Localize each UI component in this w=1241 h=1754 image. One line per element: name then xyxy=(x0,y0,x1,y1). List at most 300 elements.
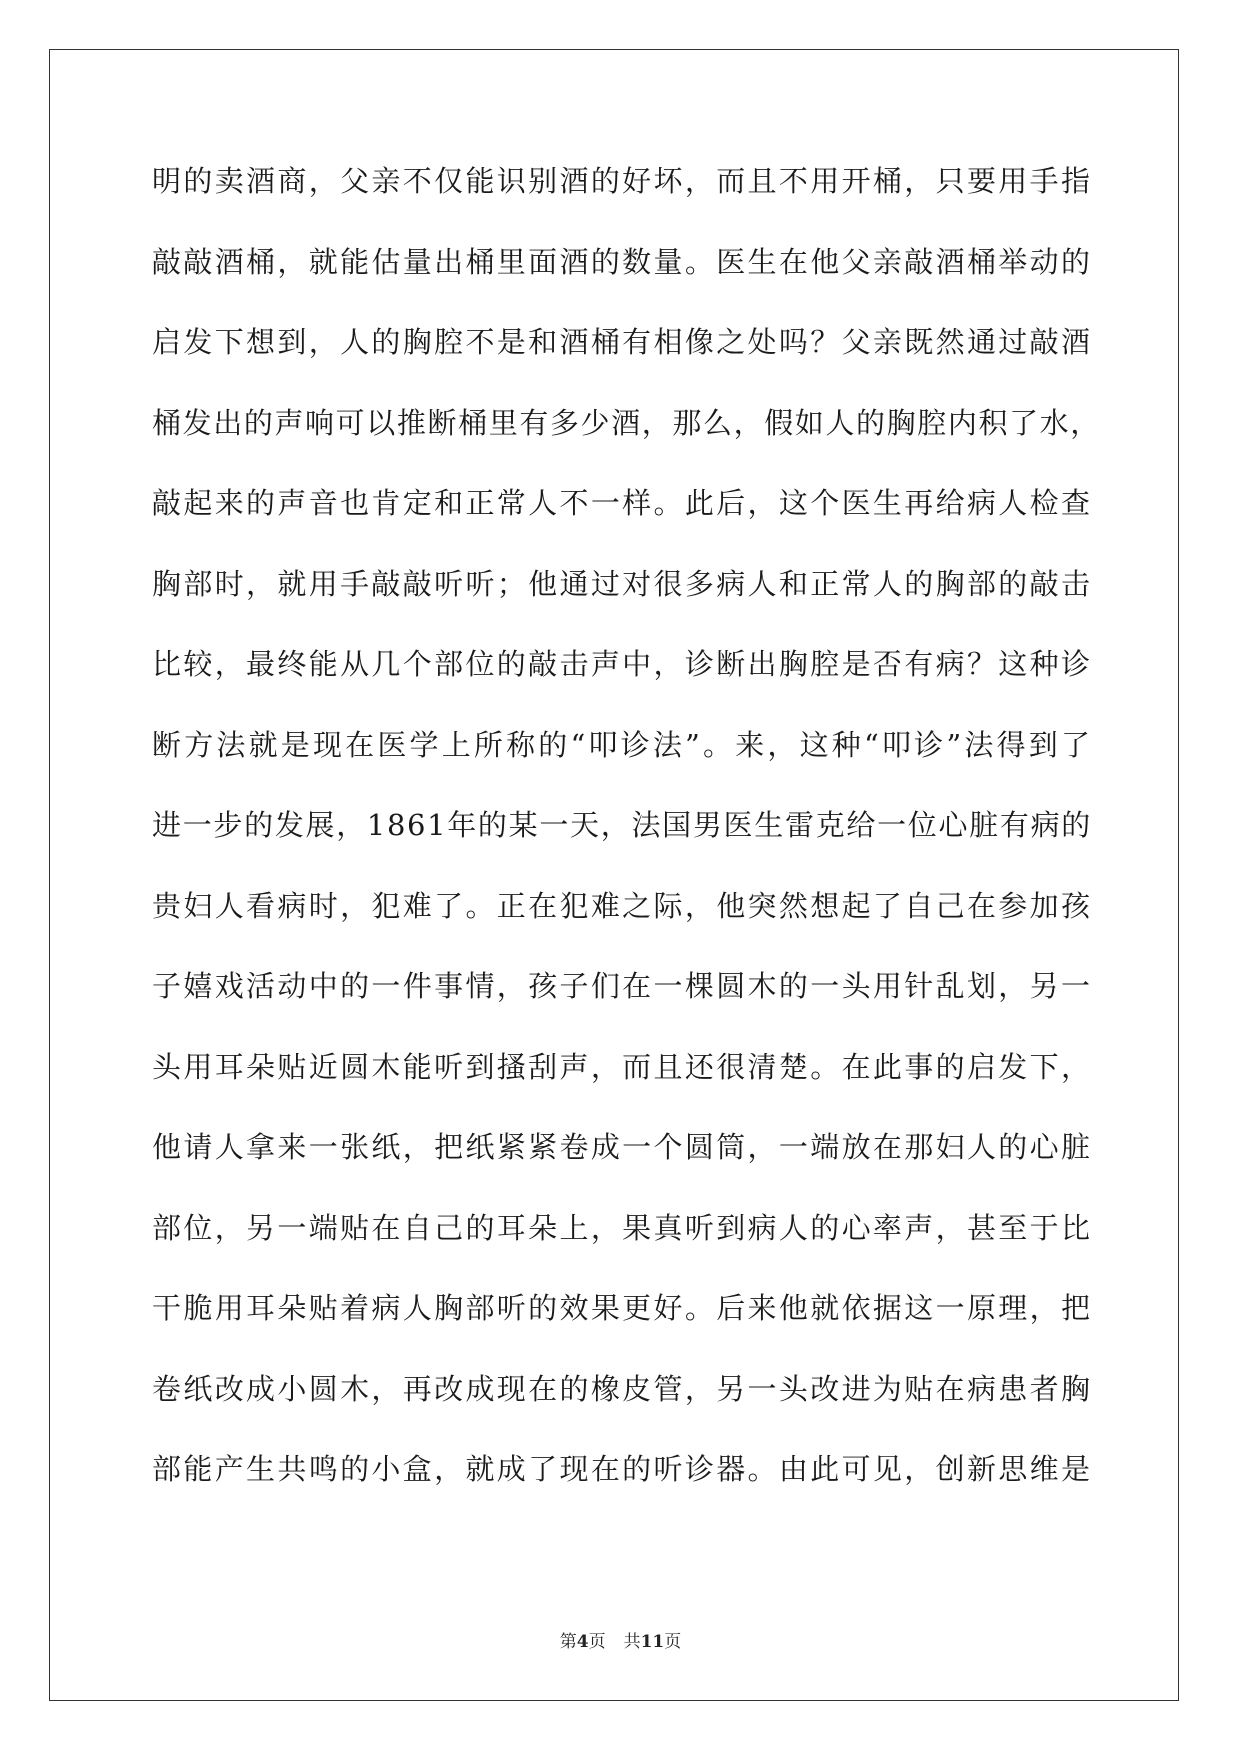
text-glyph: 人 xyxy=(747,566,779,601)
text-glyph: 识 xyxy=(496,164,528,198)
text-glyph: 亲 xyxy=(872,325,904,359)
text-glyph: 桶 xyxy=(590,325,622,359)
text-glyph: 活 xyxy=(246,969,277,1003)
text-glyph: 中 xyxy=(622,647,653,681)
text-glyph: 种 xyxy=(1029,647,1061,681)
text-glyph: 男 xyxy=(692,808,724,842)
text-glyph: 内 xyxy=(947,405,979,440)
text-glyph: 样 xyxy=(622,486,653,520)
text-glyph: 好 xyxy=(622,164,653,198)
text-glyph: 的 xyxy=(856,405,887,440)
text-glyph: 思 xyxy=(998,1452,1029,1486)
text-glyph: 在 xyxy=(778,244,810,279)
text-glyph: 坏 xyxy=(653,164,685,198)
text-glyph: 法 xyxy=(631,808,663,842)
text-glyph: 的 xyxy=(904,566,935,601)
text-glyph: 到 xyxy=(277,325,308,359)
text-glyph: 比 xyxy=(152,647,183,681)
text-glyph: ” xyxy=(685,727,702,762)
text-glyph: 父 xyxy=(340,164,371,198)
text-glyph: 桶 xyxy=(872,164,904,198)
text-glyph: 那 xyxy=(672,405,703,440)
text-glyph: 正 xyxy=(496,888,528,923)
text-glyph: 率 xyxy=(872,1210,904,1245)
text-glyph: 小 xyxy=(371,1452,403,1486)
text-glyph: 很 xyxy=(653,566,685,601)
text-glyph: 是 xyxy=(496,325,528,359)
text-glyph: ， xyxy=(340,888,371,923)
text-glyph: 事 xyxy=(434,969,465,1003)
text-glyph: 进 xyxy=(152,808,183,842)
text-glyph: ， xyxy=(904,1452,935,1486)
text-glyph: 通 xyxy=(966,325,998,359)
text-glyph: 病 xyxy=(966,486,998,520)
text-line xyxy=(152,1046,1092,1127)
text-line xyxy=(152,321,1092,402)
text-glyph: 卷 xyxy=(559,1130,591,1164)
text-glyph: 小 xyxy=(277,1371,308,1406)
text-glyph: 的 xyxy=(559,1371,591,1406)
text-glyph: 还 xyxy=(684,1049,716,1084)
text-glyph: 用 xyxy=(308,566,340,601)
text-glyph: 人 xyxy=(966,1130,998,1164)
text-glyph: 医 xyxy=(723,808,755,842)
text-glyph: 由 xyxy=(778,1452,810,1486)
text-glyph: 际 xyxy=(653,888,685,923)
text-glyph: 桶 xyxy=(465,244,497,279)
text-glyph: 法 xyxy=(216,727,247,762)
text-line xyxy=(152,1368,1092,1449)
text-glyph: 难 xyxy=(590,888,622,923)
text-glyph: 击 xyxy=(559,647,591,681)
text-glyph: 了 xyxy=(1009,405,1040,440)
text-glyph: 出 xyxy=(213,405,244,440)
text-glyph: 之 xyxy=(716,325,747,359)
text-glyph: 参 xyxy=(998,888,1029,923)
text-glyph: 敲 xyxy=(402,566,434,601)
text-glyph: 纸 xyxy=(371,1130,403,1164)
text-glyph: 的 xyxy=(340,969,371,1003)
text-glyph: 腔 xyxy=(917,405,948,440)
text-glyph: 于 xyxy=(1029,1210,1061,1245)
text-glyph: 的 xyxy=(371,325,403,359)
text-glyph: 件 xyxy=(402,969,434,1003)
text-glyph: 这 xyxy=(998,647,1029,681)
text-glyph: 放 xyxy=(841,1130,873,1164)
text-glyph: 是 xyxy=(841,647,873,681)
text-glyph: 诊 xyxy=(684,1452,716,1486)
text-glyph: 人 xyxy=(778,1210,810,1245)
text-glyph: ， xyxy=(641,405,673,440)
text-glyph: 很 xyxy=(716,1049,747,1084)
text-glyph: 的 xyxy=(183,164,214,198)
text-glyph: 人 xyxy=(214,888,246,923)
text-glyph: 上 xyxy=(441,727,473,762)
text-line xyxy=(152,724,1092,805)
text-glyph: 脆 xyxy=(183,1291,214,1325)
text-glyph: 他 xyxy=(528,566,559,601)
text-glyph: 医 xyxy=(841,486,873,520)
text-glyph: 学 xyxy=(409,727,441,762)
text-line xyxy=(152,1448,1092,1529)
text-glyph: 起 xyxy=(183,486,214,520)
text-glyph: 病 xyxy=(371,1291,403,1325)
text-glyph: 不 xyxy=(465,325,497,359)
text-glyph: 子 xyxy=(559,969,591,1003)
text-line xyxy=(152,965,1092,1046)
text-glyph: 近 xyxy=(308,1049,340,1084)
text-glyph: 面 xyxy=(528,244,559,279)
text-glyph: 的 xyxy=(998,566,1029,601)
text-glyph: 器 xyxy=(716,1452,747,1486)
text-glyph: 个 xyxy=(810,486,841,520)
text-glyph: 病 xyxy=(935,647,967,681)
text-glyph: 头 xyxy=(152,1049,183,1084)
text-glyph: 位 xyxy=(183,1210,214,1245)
text-glyph: 有 xyxy=(999,808,1031,842)
text-glyph: 一 xyxy=(747,1371,779,1406)
text-glyph: 有 xyxy=(519,405,550,440)
text-glyph: 酒 xyxy=(1060,325,1092,359)
text-glyph: 。 xyxy=(684,1291,716,1325)
text-glyph: 朵 xyxy=(277,1291,308,1325)
text-glyph: 声 xyxy=(277,486,308,520)
text-glyph: 用 xyxy=(998,164,1029,198)
text-glyph: 发 xyxy=(998,1049,1029,1084)
text-glyph: 改 xyxy=(434,1371,465,1406)
text-glyph: 天 xyxy=(570,808,601,842)
text-glyph: 拿 xyxy=(246,1130,277,1164)
text-glyph: 鸣 xyxy=(308,1452,340,1486)
text-glyph: 。 xyxy=(703,727,734,762)
text-glyph: 原 xyxy=(966,1291,998,1325)
text-glyph: 像 xyxy=(684,325,716,359)
text-glyph: 位 xyxy=(465,647,497,681)
text-glyph: 贴 xyxy=(308,1291,340,1325)
text-glyph: 启 xyxy=(966,1049,998,1084)
text-glyph: ， xyxy=(590,1210,622,1245)
text-glyph: 正 xyxy=(810,566,841,601)
text-glyph: 一 xyxy=(935,1291,967,1325)
text-glyph: ， xyxy=(747,1130,779,1164)
text-glyph: 他 xyxy=(152,1130,183,1164)
text-glyph: 。 xyxy=(684,244,716,279)
text-glyph: 维 xyxy=(1029,1452,1061,1486)
text-glyph: 端 xyxy=(810,1130,841,1164)
text-glyph: 能 xyxy=(340,244,371,279)
text-glyph: 成 xyxy=(246,1371,277,1406)
text-glyph: 的 xyxy=(622,1452,653,1486)
page-prefix: 第 xyxy=(559,1632,577,1652)
text-glyph: 下 xyxy=(214,325,246,359)
text-glyph: 人 xyxy=(825,405,857,440)
text-glyph: 水 xyxy=(1039,405,1071,440)
text-glyph: 的 xyxy=(243,405,275,440)
text-glyph: 的 xyxy=(496,647,528,681)
text-glyph: 依 xyxy=(841,1291,873,1325)
text-glyph: 听 xyxy=(684,1210,716,1245)
text-glyph: 检 xyxy=(1029,486,1061,520)
text-glyph: 想 xyxy=(246,325,277,359)
text-glyph: 酒 xyxy=(559,325,591,359)
text-glyph: 酒 xyxy=(935,244,967,279)
text-glyph: 然 xyxy=(935,325,967,359)
text-glyph: 在 xyxy=(528,888,559,923)
text-glyph: 真 xyxy=(653,1210,685,1245)
text-glyph: 敲 xyxy=(183,244,214,279)
text-glyph: 可 xyxy=(841,1452,873,1486)
text-glyph: “ xyxy=(863,727,881,762)
text-glyph: 那 xyxy=(904,1130,935,1164)
text-glyph: 以 xyxy=(366,405,397,440)
text-glyph: 部 xyxy=(434,647,465,681)
text-glyph: 方 xyxy=(184,727,215,762)
text-glyph: 能 xyxy=(402,1049,434,1084)
text-glyph: 张 xyxy=(340,1130,371,1164)
text-glyph: ， xyxy=(496,969,528,1003)
text-glyph: 估 xyxy=(371,244,403,279)
text-glyph: 年 xyxy=(447,808,478,842)
text-glyph: 终 xyxy=(277,647,308,681)
text-glyph: 也 xyxy=(340,486,371,520)
text-glyph: 产 xyxy=(214,1452,246,1486)
text-glyph: 朵 xyxy=(528,1210,559,1245)
text-glyph: 贵 xyxy=(152,888,183,923)
text-glyph: 和 xyxy=(434,486,465,520)
text-glyph: 另 xyxy=(246,1210,277,1245)
text-glyph: 人 xyxy=(340,325,371,359)
text-glyph: 部 xyxy=(966,566,998,601)
text-glyph: 胸 xyxy=(778,647,810,681)
text-glyph: 刮 xyxy=(528,1049,559,1084)
text-glyph: 就 xyxy=(465,1452,497,1486)
text-glyph: 指 xyxy=(1060,164,1092,198)
text-glyph: 父 xyxy=(841,325,873,359)
text-glyph: 声 xyxy=(904,1210,935,1245)
text-glyph: 圆 xyxy=(340,1049,371,1084)
text-glyph: 敲 xyxy=(528,647,559,681)
text-glyph: 国 xyxy=(662,808,693,842)
text-glyph: 之 xyxy=(622,888,653,923)
text-glyph: 他 xyxy=(716,888,747,923)
document-body xyxy=(152,160,1101,1529)
text-glyph: 病 xyxy=(277,888,308,923)
text-glyph: 木 xyxy=(747,969,779,1003)
text-glyph: 另 xyxy=(1029,969,1061,1003)
text-glyph: 个 xyxy=(402,647,434,681)
text-glyph: 较 xyxy=(183,647,214,681)
text-glyph: 改 xyxy=(810,1371,841,1406)
text-glyph: 己 xyxy=(935,888,967,923)
text-glyph: 的 xyxy=(528,1291,559,1325)
text-glyph: 的 xyxy=(1060,244,1092,279)
text-glyph: 步 xyxy=(213,808,245,842)
text-glyph: 几 xyxy=(371,647,403,681)
text-glyph: 就 xyxy=(810,1291,841,1325)
text-glyph: 断 xyxy=(427,405,459,440)
text-glyph: 的 xyxy=(998,1130,1029,1164)
text-glyph: 己 xyxy=(434,1210,465,1245)
text-glyph: 乱 xyxy=(935,969,967,1003)
text-glyph: 医 xyxy=(377,727,408,762)
text-glyph: 明 xyxy=(152,164,183,198)
text-glyph: 发 xyxy=(183,325,214,359)
text-glyph: 常 xyxy=(496,486,528,520)
text-glyph: 吗 xyxy=(778,325,810,359)
text-glyph: 个 xyxy=(653,1130,685,1164)
text-glyph: 木 xyxy=(340,1371,371,1406)
text-glyph: 亲 xyxy=(872,244,904,279)
text-glyph: 贴 xyxy=(340,1210,371,1245)
text-glyph: 通 xyxy=(559,566,591,601)
text-line xyxy=(152,885,1092,966)
text-glyph: 胸 xyxy=(1060,1371,1092,1406)
text-glyph: 动 xyxy=(277,969,308,1003)
text-glyph: 更 xyxy=(622,1291,653,1325)
text-glyph: 妇 xyxy=(935,1130,967,1164)
text-glyph: 头 xyxy=(841,969,873,1003)
text-glyph: 了 xyxy=(872,888,904,923)
text-glyph: 一 xyxy=(653,969,685,1003)
text-glyph: 贴 xyxy=(904,1371,935,1406)
text-glyph: 法 xyxy=(652,727,684,762)
text-glyph: 多 xyxy=(549,405,581,440)
text-glyph: 么 xyxy=(702,405,734,440)
text-glyph: 桶 xyxy=(458,405,489,440)
text-glyph: 心 xyxy=(841,1210,873,1245)
text-glyph: 至 xyxy=(998,1210,1029,1245)
text-glyph: 再 xyxy=(402,1371,434,1406)
text-glyph: 诊 xyxy=(684,647,716,681)
text-glyph: 到 xyxy=(716,1210,747,1245)
text-glyph: 是 xyxy=(280,727,312,762)
text-glyph: 和 xyxy=(528,325,559,359)
text-glyph: 最 xyxy=(246,647,277,681)
text-line xyxy=(152,804,1092,885)
text-glyph: 成 xyxy=(496,1452,528,1486)
text-glyph: 既 xyxy=(904,325,935,359)
text-glyph: 敲 xyxy=(1029,566,1061,601)
text-glyph: ？ xyxy=(810,325,841,359)
text-glyph: 数 xyxy=(622,244,653,279)
text-glyph: 积 xyxy=(978,405,1010,440)
text-glyph: 耳 xyxy=(496,1210,528,1245)
text-glyph: 犯 xyxy=(559,888,591,923)
text-glyph: 多 xyxy=(684,566,716,601)
text-glyph: 看 xyxy=(246,888,277,923)
text-glyph: 划 xyxy=(966,969,998,1003)
text-glyph: ， xyxy=(653,647,685,681)
text-glyph: 别 xyxy=(528,164,559,198)
text-glyph: 给 xyxy=(846,808,877,842)
text-glyph: 端 xyxy=(308,1210,340,1245)
text-glyph: 仅 xyxy=(434,164,465,198)
text-glyph: 的 xyxy=(477,808,509,842)
text-glyph: 诊 xyxy=(914,727,945,762)
text-glyph: 音 xyxy=(308,486,340,520)
text-glyph: 棵 xyxy=(684,969,716,1003)
text-line xyxy=(152,563,1092,644)
text-glyph: 用 xyxy=(810,164,841,198)
text-glyph: 就 xyxy=(277,566,308,601)
text-glyph: 断 xyxy=(716,647,747,681)
text-glyph: 的 xyxy=(340,1452,371,1486)
text-glyph: 给 xyxy=(935,486,967,520)
text-glyph: 听 xyxy=(653,1452,685,1486)
text-glyph: ， xyxy=(214,647,246,681)
text-glyph: 纸 xyxy=(183,1371,214,1406)
text-glyph: 医 xyxy=(716,244,747,279)
text-glyph: 有 xyxy=(904,647,935,681)
text-glyph: 相 xyxy=(653,325,685,359)
text-glyph: 这 xyxy=(904,1291,935,1325)
text-glyph: 紧 xyxy=(528,1130,559,1164)
text-glyph: 这 xyxy=(778,486,810,520)
text-line xyxy=(152,402,1101,483)
text-glyph: 理 xyxy=(998,1291,1029,1325)
text-glyph: 果 xyxy=(622,1210,653,1245)
text-glyph: 敲 xyxy=(904,244,935,279)
text-glyph: 现 xyxy=(559,1452,591,1486)
text-glyph: 犯 xyxy=(371,888,403,923)
text-glyph: 正 xyxy=(465,486,497,520)
text-glyph: ， xyxy=(1029,1291,1061,1325)
text-glyph: 响 xyxy=(305,405,336,440)
text-glyph: 人 xyxy=(528,486,559,520)
text-glyph: 有 xyxy=(622,325,653,359)
text-line xyxy=(152,1287,1092,1368)
text-glyph: 孩 xyxy=(1060,888,1092,923)
text-glyph: 橡 xyxy=(590,1371,622,1406)
text-glyph: 心 xyxy=(1029,1130,1061,1164)
text-glyph: 清 xyxy=(747,1049,779,1084)
text-glyph: 能 xyxy=(308,647,340,681)
text-glyph: ， xyxy=(684,1371,716,1406)
text-glyph: 此 xyxy=(684,486,716,520)
page-footer xyxy=(0,1627,1241,1652)
text-glyph: 过 xyxy=(998,325,1029,359)
text-glyph: 动 xyxy=(1029,244,1061,279)
text-glyph: 胸 xyxy=(886,405,918,440)
text-glyph: 一 xyxy=(182,808,214,842)
text-glyph: 圆 xyxy=(716,969,747,1003)
text-glyph: 展 xyxy=(305,808,337,842)
text-glyph: 就 xyxy=(248,727,280,762)
text-glyph: 部 xyxy=(183,566,214,601)
total-pages: 11 xyxy=(640,1632,665,1652)
text-glyph: 雷 xyxy=(784,808,816,842)
text-glyph: 常 xyxy=(841,566,873,601)
text-glyph: 部 xyxy=(465,1291,497,1325)
text-glyph: 孩 xyxy=(528,969,559,1003)
text-glyph: 听 xyxy=(434,566,465,601)
text-glyph: 另 xyxy=(716,1371,747,1406)
text-glyph: 人 xyxy=(402,1291,434,1325)
text-glyph: 们 xyxy=(590,969,622,1003)
text-glyph: 脏 xyxy=(969,808,1000,842)
text-glyph: 下 xyxy=(1029,1049,1061,1084)
text-glyph: 用 xyxy=(214,1291,246,1325)
text-glyph: 听 xyxy=(465,566,497,601)
text-glyph: 部 xyxy=(152,1452,183,1486)
text-glyph: 比 xyxy=(1060,1210,1092,1245)
text-glyph: 耳 xyxy=(246,1291,277,1325)
text-glyph: ？ xyxy=(966,647,998,681)
text-glyph: 和 xyxy=(778,566,810,601)
text-glyph: 盒 xyxy=(402,1452,434,1486)
text-glyph: 量 xyxy=(653,244,685,279)
text-glyph: 事 xyxy=(904,1049,935,1084)
